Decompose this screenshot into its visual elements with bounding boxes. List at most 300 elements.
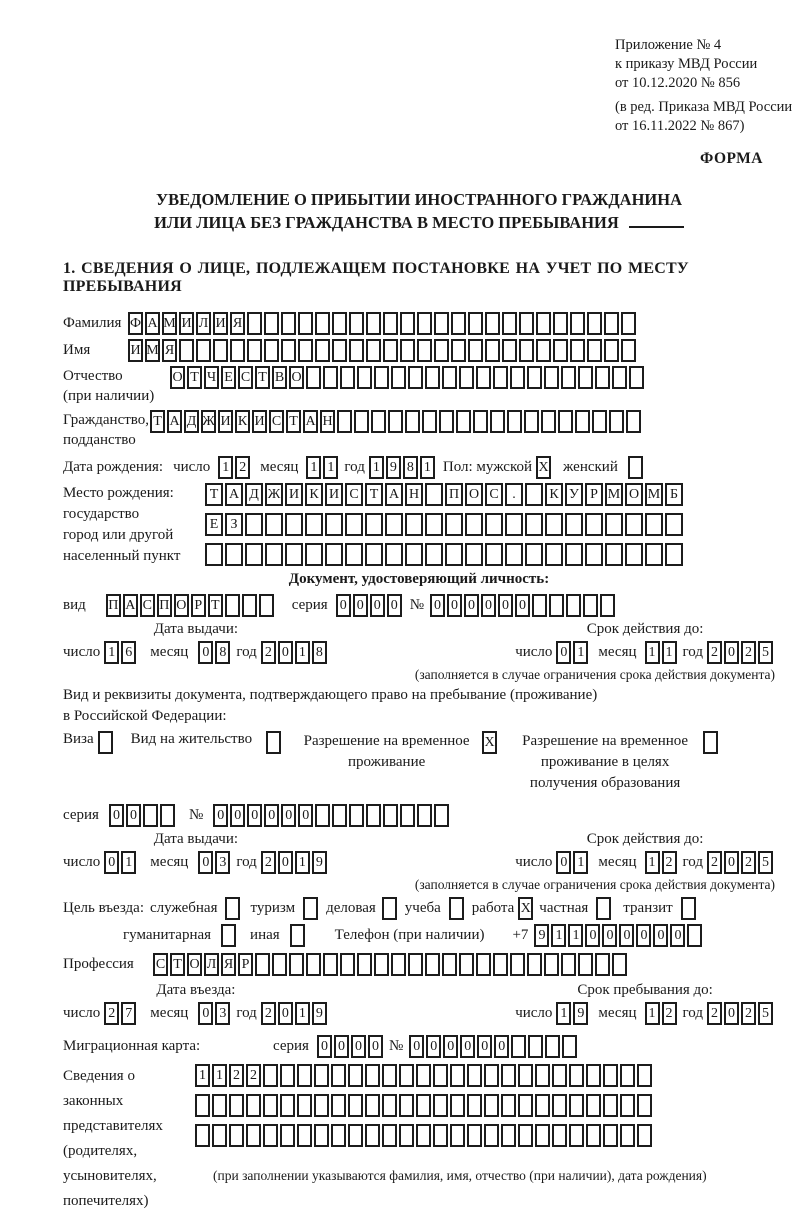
char-cell[interactable] [314,1124,329,1147]
char-cell[interactable] [586,1094,601,1117]
char-cell[interactable] [417,339,432,362]
char-cell[interactable]: Т [205,483,223,506]
char-cell[interactable]: 1 [306,456,321,479]
residence-permit-checkbox[interactable] [266,731,281,754]
char-cell[interactable]: 1 [662,641,677,664]
char-cell[interactable]: О [187,953,202,976]
char-cell[interactable]: Т [170,953,185,976]
char-cell[interactable] [605,543,623,566]
char-cell[interactable] [400,312,415,335]
char-cell[interactable]: 0 [198,851,213,874]
char-cell[interactable] [212,1124,227,1147]
char-cell[interactable] [502,339,517,362]
char-cell[interactable] [569,1124,584,1147]
char-cell[interactable]: 0 [602,924,617,947]
char-cell[interactable]: З [225,513,243,536]
char-cell[interactable] [535,1124,550,1147]
char-cell[interactable]: И [213,312,228,335]
char-cell[interactable]: С [485,483,503,506]
char-cell[interactable] [331,1124,346,1147]
char-cell[interactable]: 8 [312,641,327,664]
char-cell[interactable] [255,953,270,976]
char-cell[interactable] [645,513,663,536]
char-cell[interactable] [425,483,443,506]
char-cell[interactable] [445,543,463,566]
char-cell[interactable]: Р [238,953,253,976]
char-cell[interactable]: И [179,312,194,335]
char-cell[interactable] [366,804,381,827]
char-cell[interactable] [382,1124,397,1147]
char-cell[interactable] [528,1035,543,1058]
char-cell[interactable] [553,339,568,362]
char-cell[interactable] [525,513,543,536]
char-cell[interactable]: А [225,483,243,506]
char-cell[interactable] [468,339,483,362]
char-cell[interactable] [532,594,547,617]
char-cell[interactable] [349,339,364,362]
char-cell[interactable] [518,1064,533,1087]
char-cell[interactable]: 5 [758,851,773,874]
char-cell[interactable] [416,1064,431,1087]
char-cell[interactable] [434,312,449,335]
char-cell[interactable]: 2 [104,1002,119,1025]
char-cell[interactable]: 0 [494,1035,509,1058]
char-cell[interactable] [578,366,593,389]
char-cell[interactable] [433,1094,448,1117]
char-cell[interactable]: Ж [201,410,216,433]
char-cell[interactable] [305,543,323,566]
char-cell[interactable] [595,953,610,976]
char-cell[interactable] [425,366,440,389]
char-cell[interactable] [604,339,619,362]
char-cell[interactable] [505,513,523,536]
char-cell[interactable] [179,339,194,362]
char-cell[interactable]: 2 [741,641,756,664]
char-cell[interactable] [434,804,449,827]
char-cell[interactable] [625,513,643,536]
char-cell[interactable] [354,410,369,433]
temp-residence-education-checkbox[interactable] [703,731,718,754]
char-cell[interactable] [450,1064,465,1087]
char-cell[interactable] [451,312,466,335]
char-cell[interactable] [620,1094,635,1117]
char-cell[interactable]: 0 [351,1035,366,1058]
char-cell[interactable] [565,543,583,566]
char-cell[interactable] [281,312,296,335]
char-cell[interactable]: С [140,594,155,617]
char-cell[interactable]: К [545,483,563,506]
char-cell[interactable] [340,366,355,389]
sex-female-checkbox[interactable] [628,456,643,479]
char-cell[interactable]: П [157,594,172,617]
char-cell[interactable] [583,594,598,617]
char-cell[interactable]: 2 [741,1002,756,1025]
char-cell[interactable]: 5 [758,641,773,664]
char-cell[interactable]: 0 [126,804,141,827]
char-cell[interactable] [345,543,363,566]
purpose-study-checkbox[interactable] [449,897,464,920]
char-cell[interactable]: 1 [369,456,384,479]
char-cell[interactable] [552,1064,567,1087]
char-cell[interactable] [332,339,347,362]
char-cell[interactable] [265,543,283,566]
char-cell[interactable] [195,1124,210,1147]
char-cell[interactable]: В [272,366,287,389]
char-cell[interactable]: О [625,483,643,506]
char-cell[interactable] [143,804,158,827]
char-cell[interactable] [297,1064,312,1087]
char-cell[interactable] [465,543,483,566]
char-cell[interactable] [536,312,551,335]
char-cell[interactable] [459,366,474,389]
char-cell[interactable] [298,312,313,335]
char-cell[interactable] [298,339,313,362]
char-cell[interactable]: 3 [215,851,230,874]
char-cell[interactable] [365,1094,380,1117]
char-cell[interactable] [637,1094,652,1117]
char-cell[interactable] [625,543,643,566]
char-cell[interactable] [687,924,702,947]
char-cell[interactable]: Б [665,483,683,506]
char-cell[interactable] [365,513,383,536]
char-cell[interactable] [400,339,415,362]
char-cell[interactable] [205,543,223,566]
char-cell[interactable]: Н [320,410,335,433]
char-cell[interactable] [340,953,355,976]
char-cell[interactable] [501,1094,516,1117]
char-cell[interactable]: 2 [261,1002,276,1025]
char-cell[interactable] [493,366,508,389]
char-cell[interactable] [265,513,283,536]
char-cell[interactable] [315,339,330,362]
char-cell[interactable] [456,410,471,433]
char-cell[interactable]: 0 [334,1035,349,1058]
char-cell[interactable]: М [645,483,663,506]
char-cell[interactable]: А [385,483,403,506]
char-cell[interactable]: Ф [128,312,143,335]
char-cell[interactable]: 1 [645,641,660,664]
char-cell[interactable] [247,312,262,335]
char-cell[interactable] [160,804,175,827]
char-cell[interactable] [365,1124,380,1147]
char-cell[interactable]: 0 [368,1035,383,1058]
char-cell[interactable]: 0 [426,1035,441,1058]
char-cell[interactable]: 1 [295,1002,310,1025]
char-cell[interactable] [585,543,603,566]
char-cell[interactable] [603,1124,618,1147]
char-cell[interactable]: 8 [403,456,418,479]
char-cell[interactable]: 0 [619,924,634,947]
char-cell[interactable]: 1 [645,1002,660,1025]
char-cell[interactable] [612,953,627,976]
char-cell[interactable] [399,1064,414,1087]
char-cell[interactable]: А [145,312,160,335]
char-cell[interactable]: А [167,410,182,433]
char-cell[interactable]: 0 [430,594,445,617]
char-cell[interactable] [259,594,274,617]
char-cell[interactable]: 1 [645,851,660,874]
char-cell[interactable] [400,804,415,827]
char-cell[interactable] [621,312,636,335]
char-cell[interactable]: И [218,410,233,433]
char-cell[interactable] [545,543,563,566]
char-cell[interactable]: 3 [215,1002,230,1025]
char-cell[interactable] [485,513,503,536]
char-cell[interactable] [620,1064,635,1087]
char-cell[interactable] [314,1094,329,1117]
char-cell[interactable]: 0 [498,594,513,617]
char-cell[interactable] [383,339,398,362]
char-cell[interactable] [603,1064,618,1087]
char-cell[interactable] [612,366,627,389]
char-cell[interactable] [357,366,372,389]
char-cell[interactable] [331,1064,346,1087]
char-cell[interactable]: И [128,339,143,362]
char-cell[interactable] [552,1094,567,1117]
char-cell[interactable] [285,513,303,536]
char-cell[interactable]: 1 [295,851,310,874]
char-cell[interactable]: 0 [653,924,668,947]
char-cell[interactable]: О [170,366,185,389]
char-cell[interactable]: 0 [556,641,571,664]
char-cell[interactable] [561,366,576,389]
char-cell[interactable] [518,1094,533,1117]
char-cell[interactable] [507,410,522,433]
char-cell[interactable] [485,312,500,335]
char-cell[interactable]: 9 [312,851,327,874]
char-cell[interactable]: 0 [447,594,462,617]
char-cell[interactable] [425,513,443,536]
char-cell[interactable] [425,953,440,976]
char-cell[interactable]: 9 [312,1002,327,1025]
char-cell[interactable] [374,366,389,389]
char-cell[interactable]: К [305,483,323,506]
char-cell[interactable] [416,1124,431,1147]
char-cell[interactable] [349,312,364,335]
char-cell[interactable] [484,1094,499,1117]
char-cell[interactable]: 2 [229,1064,244,1087]
char-cell[interactable] [473,410,488,433]
char-cell[interactable]: Я [221,953,236,976]
char-cell[interactable] [297,1094,312,1117]
char-cell[interactable]: А [303,410,318,433]
char-cell[interactable]: И [325,483,343,506]
char-cell[interactable] [510,953,525,976]
char-cell[interactable] [490,410,505,433]
char-cell[interactable]: 0 [264,804,279,827]
char-cell[interactable] [493,953,508,976]
char-cell[interactable]: Т [208,594,223,617]
purpose-official-checkbox[interactable] [225,897,240,920]
char-cell[interactable]: 0 [481,594,496,617]
char-cell[interactable]: М [145,339,160,362]
char-cell[interactable] [263,1064,278,1087]
char-cell[interactable] [242,594,257,617]
char-cell[interactable]: Я [162,339,177,362]
char-cell[interactable]: 1 [323,456,338,479]
char-cell[interactable] [289,953,304,976]
char-cell[interactable] [467,1094,482,1117]
char-cell[interactable]: О [465,483,483,506]
char-cell[interactable] [263,1094,278,1117]
char-cell[interactable] [383,312,398,335]
char-cell[interactable] [484,1124,499,1147]
char-cell[interactable]: О [174,594,189,617]
char-cell[interactable] [603,1094,618,1117]
char-cell[interactable]: У [565,483,583,506]
char-cell[interactable] [366,312,381,335]
char-cell[interactable] [365,543,383,566]
char-cell[interactable]: 0 [317,1035,332,1058]
char-cell[interactable] [382,1064,397,1087]
char-cell[interactable]: 1 [568,924,583,947]
char-cell[interactable]: 1 [218,456,233,479]
char-cell[interactable] [525,483,543,506]
char-cell[interactable] [388,410,403,433]
char-cell[interactable]: 0 [585,924,600,947]
char-cell[interactable]: 9 [573,1002,588,1025]
char-cell[interactable]: 8 [215,641,230,664]
char-cell[interactable]: 0 [198,1002,213,1025]
char-cell[interactable] [349,804,364,827]
char-cell[interactable]: 1 [556,1002,571,1025]
char-cell[interactable]: 9 [386,456,401,479]
char-cell[interactable]: Н [405,483,423,506]
char-cell[interactable] [552,1124,567,1147]
char-cell[interactable] [595,366,610,389]
char-cell[interactable] [281,339,296,362]
char-cell[interactable]: Ч [204,366,219,389]
char-cell[interactable] [578,953,593,976]
char-cell[interactable] [331,1094,346,1117]
char-cell[interactable] [264,339,279,362]
char-cell[interactable]: 0 [247,804,262,827]
char-cell[interactable]: 2 [246,1064,261,1087]
purpose-private-checkbox[interactable] [596,897,611,920]
char-cell[interactable] [485,543,503,566]
char-cell[interactable] [553,312,568,335]
char-cell[interactable]: И [285,483,303,506]
char-cell[interactable] [433,1124,448,1147]
char-cell[interactable]: Т [187,366,202,389]
char-cell[interactable] [280,1064,295,1087]
char-cell[interactable] [541,410,556,433]
char-cell[interactable] [510,366,525,389]
char-cell[interactable]: С [153,953,168,976]
char-cell[interactable] [348,1124,363,1147]
char-cell[interactable] [569,1094,584,1117]
char-cell[interactable]: И [252,410,267,433]
char-cell[interactable]: Д [184,410,199,433]
char-cell[interactable] [263,1124,278,1147]
char-cell[interactable] [391,953,406,976]
char-cell[interactable] [569,1064,584,1087]
char-cell[interactable] [545,1035,560,1058]
purpose-humanitarian-checkbox[interactable] [221,924,236,947]
char-cell[interactable]: 0 [515,594,530,617]
char-cell[interactable] [465,513,483,536]
char-cell[interactable]: 2 [261,851,276,874]
char-cell[interactable] [442,953,457,976]
char-cell[interactable]: 0 [353,594,368,617]
char-cell[interactable] [501,1064,516,1087]
char-cell[interactable] [439,410,454,433]
char-cell[interactable] [357,953,372,976]
char-cell[interactable] [536,339,551,362]
char-cell[interactable] [544,953,559,976]
char-cell[interactable]: Ж [265,483,283,506]
char-cell[interactable]: Я [230,312,245,335]
char-cell[interactable]: Т [365,483,383,506]
purpose-transit-checkbox[interactable] [681,897,696,920]
char-cell[interactable] [213,339,228,362]
char-cell[interactable] [544,366,559,389]
char-cell[interactable] [247,339,262,362]
char-cell[interactable] [645,543,663,566]
char-cell[interactable] [629,366,644,389]
char-cell[interactable]: 5 [758,1002,773,1025]
char-cell[interactable] [323,366,338,389]
char-cell[interactable] [348,1064,363,1087]
char-cell[interactable] [570,312,585,335]
char-cell[interactable]: 2 [707,1002,722,1025]
char-cell[interactable] [467,1124,482,1147]
char-cell[interactable] [245,543,263,566]
char-cell[interactable] [332,312,347,335]
char-cell[interactable] [605,513,623,536]
char-cell[interactable]: 0 [636,924,651,947]
char-cell[interactable] [229,1094,244,1117]
temp-residence-checkbox[interactable]: X [482,731,497,754]
char-cell[interactable]: 0 [109,804,124,827]
char-cell[interactable] [325,543,343,566]
char-cell[interactable]: Т [150,410,165,433]
char-cell[interactable]: 0 [230,804,245,827]
char-cell[interactable] [417,804,432,827]
char-cell[interactable]: 2 [662,851,677,874]
char-cell[interactable]: О [289,366,304,389]
char-cell[interactable]: Л [196,312,211,335]
char-cell[interactable] [621,339,636,362]
char-cell[interactable]: Р [585,483,603,506]
char-cell[interactable] [399,1094,414,1117]
char-cell[interactable] [450,1124,465,1147]
char-cell[interactable] [665,543,683,566]
char-cell[interactable] [527,953,542,976]
char-cell[interactable]: К [235,410,250,433]
char-cell[interactable] [434,339,449,362]
char-cell[interactable] [196,339,211,362]
char-cell[interactable]: 0 [104,851,119,874]
char-cell[interactable] [345,513,363,536]
purpose-tourism-checkbox[interactable] [303,897,318,920]
char-cell[interactable] [626,410,641,433]
char-cell[interactable]: 0 [443,1035,458,1058]
char-cell[interactable] [505,543,523,566]
char-cell[interactable]: А [123,594,138,617]
char-cell[interactable] [315,804,330,827]
char-cell[interactable] [315,312,330,335]
char-cell[interactable]: Д [245,483,263,506]
char-cell[interactable]: С [238,366,253,389]
char-cell[interactable]: 1 [104,641,119,664]
char-cell[interactable] [575,410,590,433]
char-cell[interactable] [408,953,423,976]
char-cell[interactable] [314,1064,329,1087]
char-cell[interactable]: 1 [551,924,566,947]
char-cell[interactable] [570,339,585,362]
char-cell[interactable]: Р [191,594,206,617]
